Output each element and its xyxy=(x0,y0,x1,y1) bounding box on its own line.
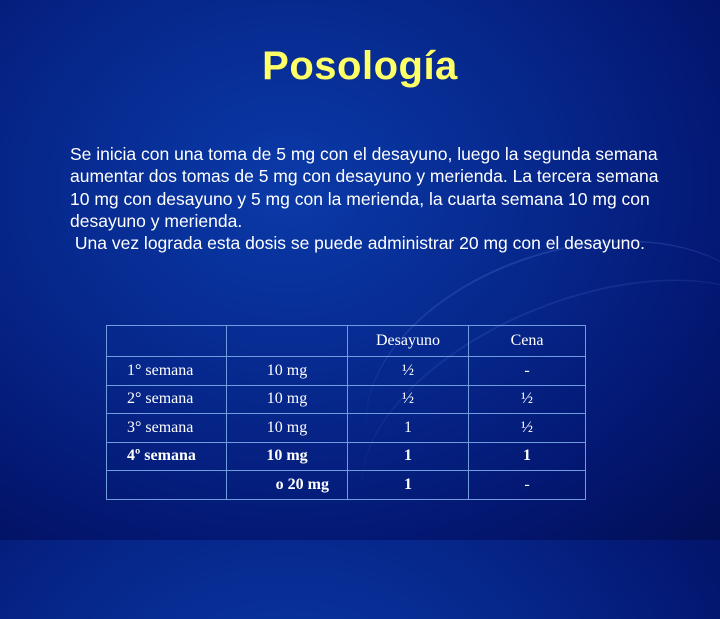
table-cell: ½ xyxy=(348,385,469,414)
table-row xyxy=(107,357,586,386)
table-header-row xyxy=(107,326,586,357)
table-cell: ½ xyxy=(469,414,586,443)
table-cell: 4º semana xyxy=(107,442,227,471)
table-cell: 10 mg xyxy=(227,442,348,471)
table-cell: ½ xyxy=(348,357,469,386)
table-cell: 1 xyxy=(348,414,469,443)
table-cell: - xyxy=(469,357,586,386)
table-cell xyxy=(107,471,227,500)
table-cell: 1 xyxy=(348,471,469,500)
table-cell: 1° semana xyxy=(107,357,227,386)
table-header-cell: Cena xyxy=(469,326,586,357)
paragraph: Una vez lograda esta dosis se puede administrar 20 mg con el desayuno. xyxy=(70,233,645,254)
table-cell: 3° semana xyxy=(107,414,227,443)
table-cell: ½ xyxy=(469,385,586,414)
table-cell: 2° semana xyxy=(107,385,227,414)
slide-title: Posología xyxy=(262,44,458,88)
table-row xyxy=(107,385,586,414)
table-cell: 1 xyxy=(469,442,586,471)
slide-body xyxy=(70,143,670,254)
table-header-cell xyxy=(107,326,227,357)
table-header-cell xyxy=(227,326,348,357)
table-cell: 10 mg xyxy=(227,385,348,414)
table-row xyxy=(107,471,586,500)
table-cell: - xyxy=(469,471,586,500)
table-cell: 10 mg xyxy=(227,357,348,386)
table-cell: 1 xyxy=(348,442,469,471)
table-header-cell: Desayuno xyxy=(348,326,469,357)
table-cell: 10 mg xyxy=(227,414,348,443)
dosage-table xyxy=(106,325,586,500)
paragraph: Se inicia con una toma de 5 mg con el desayuno, luego la segunda semana aumentar dos tomas de 5 mg con desayuno y merienda. La tercera semana 10 mg con desayuno y 5 mg con la merienda, la cuarta semana 10 mg con desayuno y merienda. xyxy=(70,144,659,231)
table-cell: o 20 mg xyxy=(227,471,348,500)
table-row xyxy=(107,414,586,443)
table-row xyxy=(107,442,586,471)
